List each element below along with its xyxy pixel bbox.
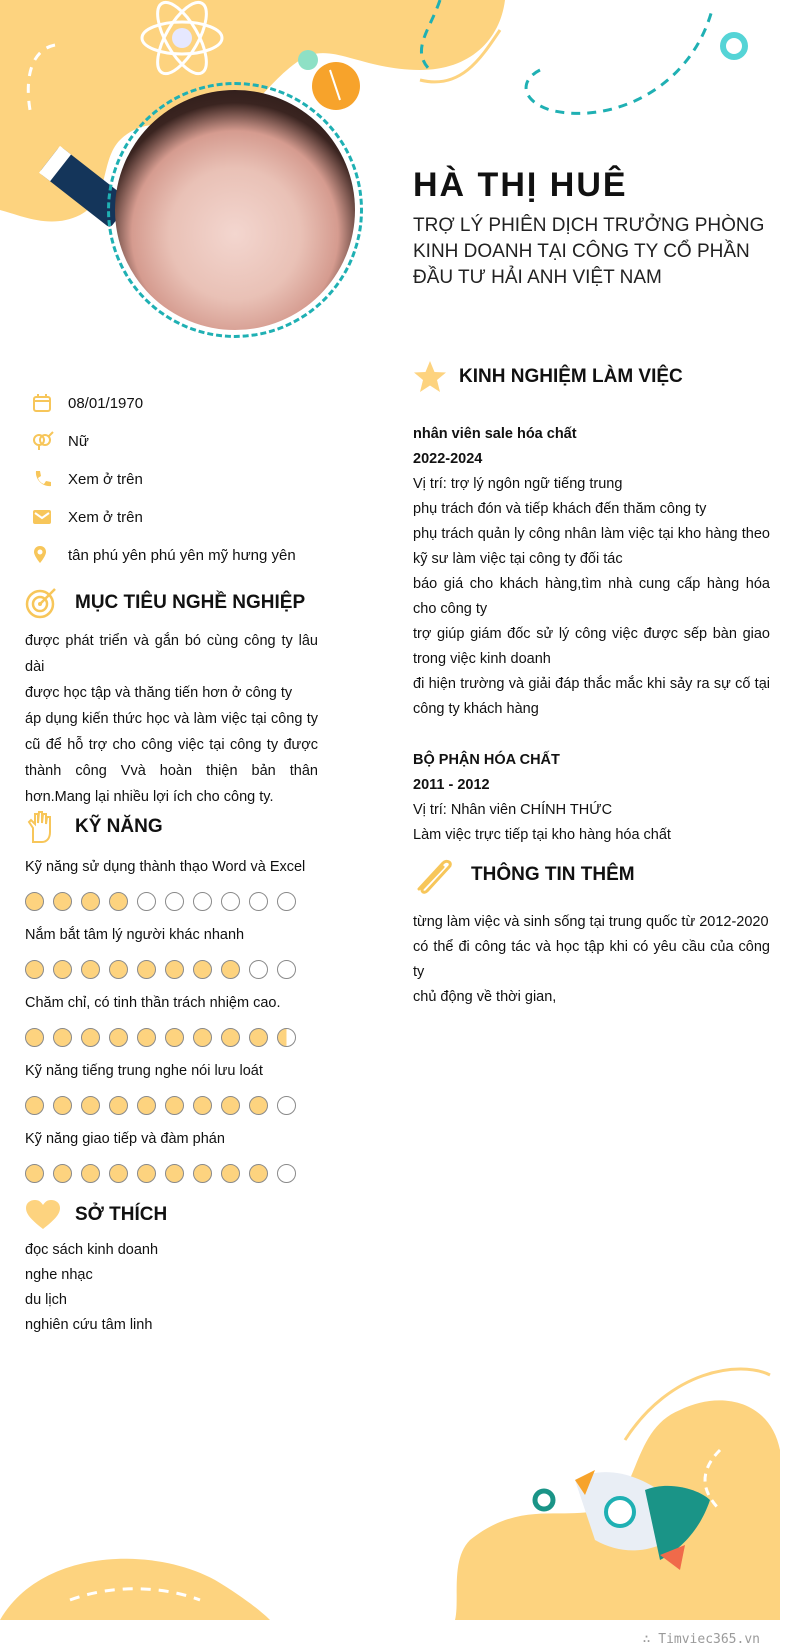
rating-dot <box>137 1164 156 1183</box>
email: Xem ở trên <box>68 508 143 526</box>
rating-dot <box>25 892 44 911</box>
avatar-frame <box>107 82 363 338</box>
rating-dot <box>249 1164 268 1183</box>
rating-dot <box>193 892 212 911</box>
hand-icon <box>25 810 75 844</box>
experience-entry <box>413 422 770 722</box>
rating-dot <box>53 892 72 911</box>
list-item: du lịch <box>25 1292 67 1308</box>
rating-dot <box>25 960 44 979</box>
heart-icon <box>25 1198 75 1232</box>
skill-name: Kỹ năng giao tiếp và đàm phán <box>25 1131 225 1147</box>
rating-dot <box>81 1096 100 1115</box>
birth-date: 08/01/1970 <box>68 394 144 412</box>
rating-dot <box>249 960 268 979</box>
avatar <box>115 90 355 330</box>
additional-info-text: từng làm việc và sinh sống tại trung quốc từ 2012-2020 có thể đi công tác và học tập khi có yêu cầu của công ty chủ động về thời gian, <box>413 914 770 1005</box>
gender: Nữ <box>68 432 89 450</box>
rating-dot <box>165 960 184 979</box>
rating-dot <box>137 960 156 979</box>
rating-dot <box>249 1096 268 1115</box>
rating-dot <box>137 1096 156 1115</box>
rating-dot <box>53 960 72 979</box>
rating-dot <box>249 1028 268 1047</box>
position: Vị trí: trợ lý ngôn ngữ tiếng trung <box>413 476 623 492</box>
contact-row <box>30 498 330 536</box>
hobbies-list <box>25 1238 318 1338</box>
target-icon <box>25 586 75 620</box>
rating-dot <box>165 1096 184 1115</box>
rating-dot <box>193 1164 212 1183</box>
rating-dot <box>277 960 296 979</box>
rating-dot <box>221 1028 240 1047</box>
rating-dot <box>109 892 128 911</box>
period: 2011 - 2012 <box>413 777 490 793</box>
rating-dot <box>221 1164 240 1183</box>
location-pin-icon <box>30 545 68 565</box>
experience-section <box>413 360 770 848</box>
rating-dot <box>193 1028 212 1047</box>
watermark: ∴ Timviec365.vn <box>642 1632 760 1647</box>
skill-rating <box>25 892 318 914</box>
skills-list <box>25 854 318 1186</box>
skill-rating <box>25 1164 318 1186</box>
list-item: nghiên cứu tâm linh <box>25 1317 153 1333</box>
list-item: đọc sách kinh doanh <box>25 1242 159 1258</box>
rating-dot <box>25 1164 44 1183</box>
phone: Xem ở trên <box>68 470 143 488</box>
rating-dot <box>109 1164 128 1183</box>
contact-info <box>30 384 330 574</box>
rating-dot <box>165 1164 184 1183</box>
contact-row <box>30 460 330 498</box>
rating-dot <box>109 1096 128 1115</box>
rating-dot <box>249 892 268 911</box>
duties: phụ trách đón và tiếp khách đến thăm công ty phụ trách quản ly công nhân làm việc tại kho hàng theo kỹ sư làm việc tại công ty đối tác báo giá cho khách hàng,tìm nhà cung cấp hàng hóa cho công ty trợ giúp giám đốc sử lý công việc được sếp bàn giao trong việc kinh doanh đi hiện trường và giải đáp thắc mắc khi sảy ra sự cố tại công ty khách hàng <box>413 501 770 717</box>
hobbies-section <box>25 1198 318 1338</box>
rating-dot <box>277 1164 296 1183</box>
rating-dot <box>53 1028 72 1047</box>
email-icon <box>30 508 68 526</box>
company-name: BỘ PHẬN HÓA CHẤT <box>413 752 560 768</box>
candidate-name: HÀ THỊ HUÊ <box>413 166 628 204</box>
rating-dot <box>193 960 212 979</box>
duties: Làm việc trực tiếp tại kho hàng hóa chất <box>413 827 671 843</box>
hobbies-title: SỞ THÍCH <box>25 1198 318 1232</box>
rating-dot <box>109 1028 128 1047</box>
address: tân phú yên phú yên mỹ hưng yên <box>68 546 296 564</box>
rating-dot <box>25 1096 44 1115</box>
experience-entry <box>413 748 770 848</box>
skill-rating <box>25 960 318 982</box>
rating-dot <box>81 960 100 979</box>
light-bulb-icon <box>298 50 360 110</box>
skill-name: Kỹ năng sử dụng thành thạo Word và Excel <box>25 859 306 875</box>
rating-dot <box>109 960 128 979</box>
rating-dot <box>165 892 184 911</box>
rating-dot <box>81 1164 100 1183</box>
skill-rating <box>25 1096 318 1118</box>
star-icon <box>413 360 459 394</box>
additional-info-section <box>413 858 770 1010</box>
calendar-icon <box>30 393 68 413</box>
gender-icon <box>30 431 68 451</box>
experience-title: KINH NGHIỆM LÀM VIỆC <box>413 360 770 394</box>
position: Vị trí: Nhân viên CHÍNH THỨC <box>413 802 613 818</box>
phone-icon <box>30 469 68 489</box>
rating-dot <box>137 892 156 911</box>
objective-section <box>25 586 318 810</box>
rating-dot <box>221 960 240 979</box>
paperclip-icon <box>413 858 471 892</box>
rating-dot <box>193 1096 212 1115</box>
skills-title: KỸ NĂNG <box>25 810 318 844</box>
list-item: nghe nhạc <box>25 1267 93 1283</box>
contact-row <box>30 422 330 460</box>
company-name: nhân viên sale hóa chất <box>413 426 577 442</box>
rating-dot <box>137 1028 156 1047</box>
contact-row <box>30 384 330 422</box>
rating-dot <box>81 1028 100 1047</box>
rating-dot <box>53 1164 72 1183</box>
skill-name: Nắm bắt tâm lý người khác nhanh <box>25 927 245 943</box>
job-title: TRỢ LÝ PHIÊN DỊCH TRƯỞNG PHÒNG KINH DOANH TẠI CÔNG TY CỔ PHẦN ĐẦU TƯ HẢI ANH VIỆT NAM <box>413 215 765 288</box>
rating-dot <box>53 1096 72 1115</box>
objective-title: MỤC TIÊU NGHỀ NGHIỆP <box>25 586 318 620</box>
rating-dot <box>221 892 240 911</box>
contact-row <box>30 536 330 574</box>
rating-dot <box>221 1096 240 1115</box>
skill-name: Kỹ năng tiếng trung nghe nói lưu loát <box>25 1063 263 1079</box>
rating-dot <box>277 1028 296 1047</box>
rating-dot <box>165 1028 184 1047</box>
rating-dot <box>277 1096 296 1115</box>
rating-dot <box>81 892 100 911</box>
skill-rating <box>25 1028 318 1050</box>
skill-name: Chăm chỉ, có tinh thần trách nhiệm cao. <box>25 995 281 1011</box>
rating-dot <box>25 1028 44 1047</box>
rating-dot <box>277 892 296 911</box>
objective-text: được phát triển và gắn bó cùng công ty lâu dài được học tập và thăng tiến hơn ở công ty áp dụng kiến thức học và làm việc tại công ty cũ để hỗ trợ cho công việc tại công ty được thành công Vvà hoàn thiện bản thân hơn.Mang lại nhiều lợi ích cho công ty. <box>25 633 318 805</box>
skills-section <box>25 810 318 1186</box>
additional-info-title: THÔNG TIN THÊM <box>413 858 770 892</box>
period: 2022-2024 <box>413 451 483 467</box>
